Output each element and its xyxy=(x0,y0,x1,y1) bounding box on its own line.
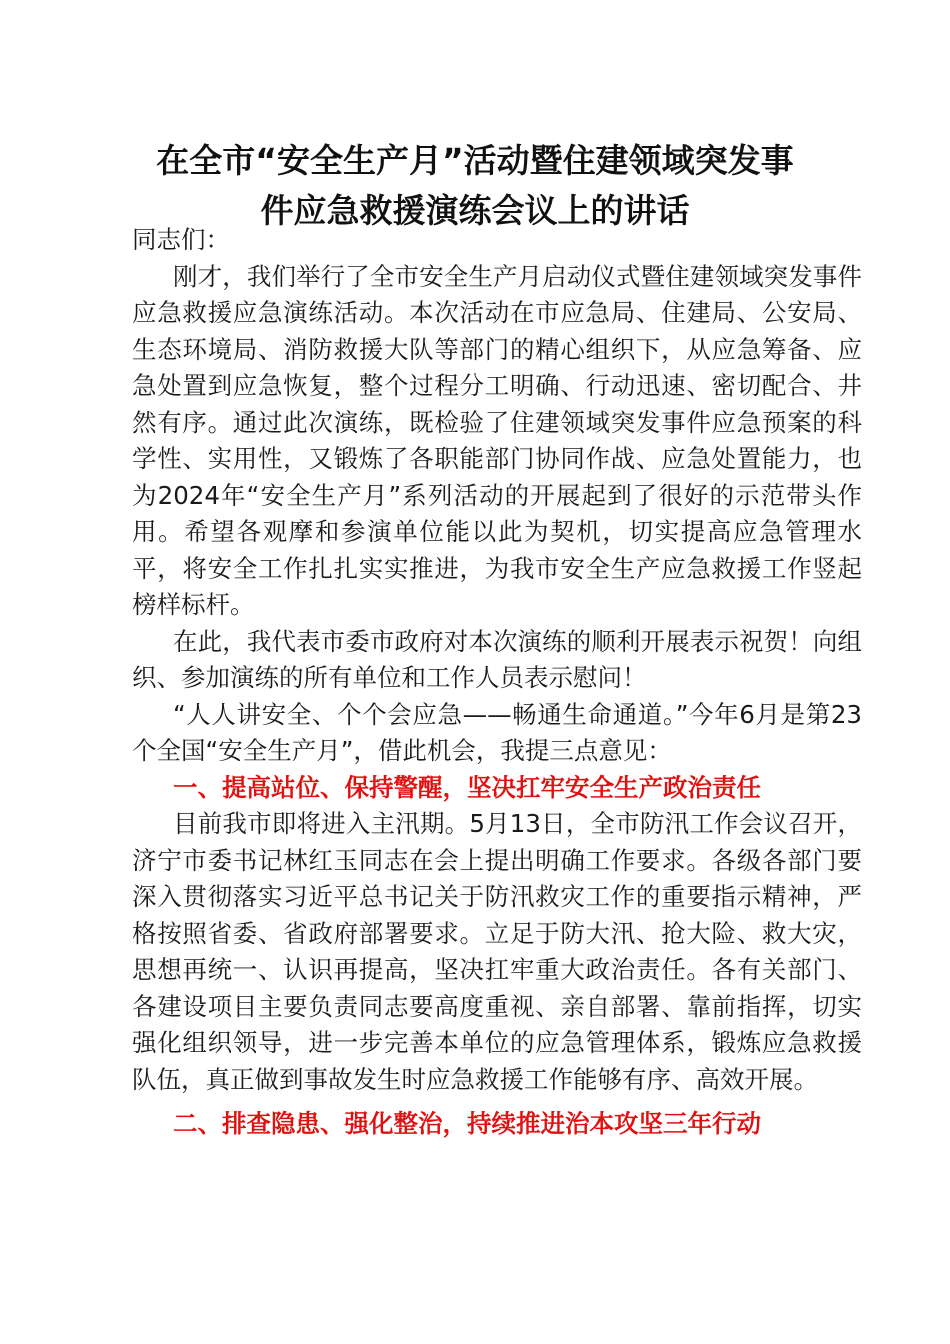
paragraph-congrats: 在此，我代表市委市政府对本次演练的顺利开展表示祝贺！向组织、参加演练的所有单位和工作人员表示慰问！ xyxy=(132,626,862,692)
page-title xyxy=(100,136,850,236)
paragraph-theme: “人人讲安全、个个会应急——畅通生命通道。”今年6月是第23个全国“安全生产月”，借此机会，我提三点意见： xyxy=(132,699,862,765)
section-heading-2: 二、排查隐患、强化整治，持续推进治本攻坚三年行动 xyxy=(173,1109,761,1138)
section-heading-1: 一、提高站位、保持警醒，坚决扛牢安全生产政治责任 xyxy=(173,772,761,802)
speech-body xyxy=(132,222,862,1143)
title-line-1: 在全市“安全生产月”活动暨住建领域突发事 xyxy=(156,141,794,180)
paragraph-section-1: 目前我市即将进入主汛期。5月13日，全市防汛工作会议召开，济宁市委书记林红玉同志在会上提出明确工作要求。各级各部门要深入贯彻落实习近平总书记关于防汛救灾工作的重要指示精神，严格按照省委、省政府部署要求。立足于防大汛、抢大险、救大灾，思想再统一、认识再提高，坚决扛牢重大政治责任。各有关部门、各建设项目主要负责同志要高度重视、亲自部署、靠前指挥，切实强化组织领导，进一步完善本单位的应急管理体系，锻炼应急救援队伍，真正做到事故发生时应急救援工作能够有序、高效开展。 xyxy=(132,809,862,1094)
title-line-2: 件应急救援演练会议上的讲话 xyxy=(260,191,690,230)
paragraph-intro: 刚才，我们举行了全市安全生产月启动仪式暨住建领域突发事件应急救援应急演练活动。本次活动在市应急局、住建局、公安局、生态环境局、消防救援大队等部门的精心组织下，从应急筹备、应急处置到应急恢复，整个过程分工明确、行动迅速、密切配合、井然有序。通过此次演练，既检验了住建领域突发事件应急预案的科学性、实用性，又锻炼了各职能部门协同作战、应急处置能力，也为2024年“安全生产月”系列活动的开展起到了很好的示范带头作用。希望各观摩和参演单位能以此为契机，切实提高应急管理水平，将安全工作扎扎实实推进，为我市安全生产应急救援工作竖起榜样标杆。 xyxy=(132,261,862,619)
salutation: 同志们： xyxy=(132,225,230,254)
